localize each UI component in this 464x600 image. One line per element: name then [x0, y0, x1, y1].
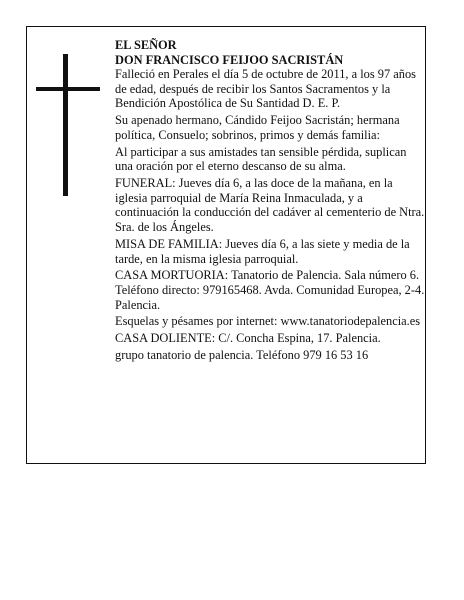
prayer-request: Al participar a sus amistades tan sensible pérdida, suplican una oración por el eterno descanso de su alma.: [115, 144, 407, 174]
title-line-1: EL SEÑOR: [115, 38, 177, 52]
cross-icon: [36, 54, 100, 196]
cross-horizontal-bar: [36, 87, 100, 91]
condolences-info: Esquelas y pésames por internet: www.tanatoriodepalencia.es: [115, 314, 421, 329]
family-members: Su apenado hermano, Cándido Feijoo Sacristán; hermana política, Consuelo; sobrinos, primos y demás familia:: [115, 113, 400, 142]
family-mass-details: MISA DE FAMILIA: Jueves día 6, a las siete y media de la tarde, en la misma iglesia parroquial.: [115, 236, 410, 266]
death-info: Falleció en Perales el día 5 de octubre de 2011, a los 97 años de edad, después de recibir los Santos Sacramentos y la Bendición Apostólica de Su Santidad D. E. P.: [115, 67, 416, 111]
cross-vertical-bar: [63, 54, 68, 196]
funeral-home-details: CASA MORTUORIA: Tanatorio de Palencia. Sala número 6. Teléfono directo: 979165468. Avda. Comunidad Europea, 2-4. Palencia.: [115, 268, 425, 312]
obituary-text: [115, 38, 425, 365]
mourning-house: CASA DOLIENTE: C/. Concha Espina, 17. Palencia.: [115, 331, 381, 346]
deceased-name: DON FRANCISCO FEIJOO SACRISTÁN: [115, 52, 344, 67]
funeral-details: FUNERAL: Jueves día 6, a las doce de la mañana, en la iglesia parroquial de María Reina Inmaculada, y a continuación la conducción del cadáver al cementerio de Ntra. Sra. de los Ángeles.: [115, 176, 425, 235]
footer-line: grupo tanatorio de palencia. Teléfono 979 16 53 16: [115, 348, 369, 363]
